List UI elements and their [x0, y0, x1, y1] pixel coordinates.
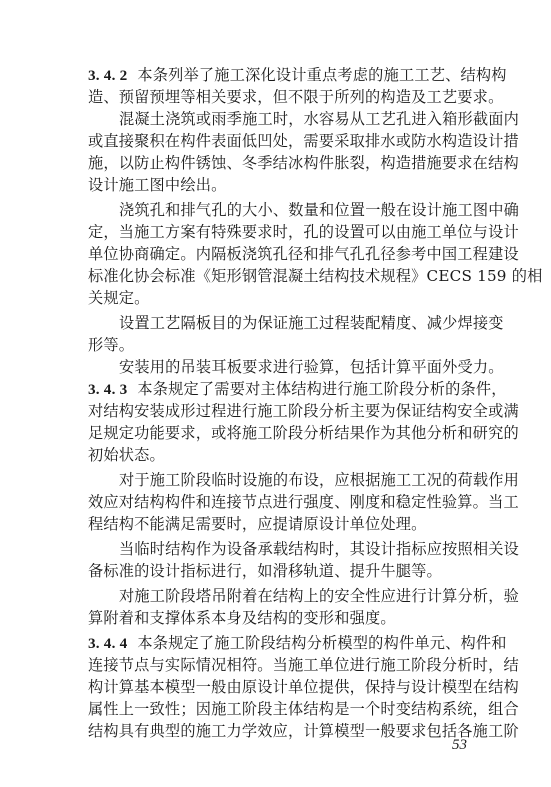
text-line: 初始状态。: [88, 446, 165, 464]
text-line: 单位协商确定。内隔板浇筑孔径和排气孔孔径参考中国工程建设: [88, 245, 519, 263]
text-line: 对于施工阶段临时设施的布设，应根据施工工况的荷载作用: [119, 471, 520, 489]
text-line: 足规定功能要求，或将施工阶段分析结果作为其他分析和研究的: [88, 424, 519, 442]
text-line: 3. 4. 4 本条规定了施工阶段结构分析模型的构件单元、构件和: [88, 634, 507, 652]
text-line: 连接节点与实际情况相符。当施工单位进行施工阶段分析时，结: [88, 656, 519, 674]
section-number: 3. 4. 2: [88, 67, 128, 84]
text-line: 关规定。: [88, 289, 150, 307]
section-number: 3. 4. 3: [88, 381, 128, 398]
text-line: 3. 4. 2 本条列举了施工深化设计重点考虑的施工工艺、结构构: [88, 66, 507, 84]
text-line: 3. 4. 3 本条规定了需要对主体结构进行施工阶段分析的条件，: [88, 380, 507, 398]
text-line: 属性上一致性；因施工阶段主体结构是一个时变结构系统，组合: [88, 700, 519, 718]
text-line: 对施工阶段塔吊附着在结构上的安全性应进行计算分析，验: [119, 587, 520, 605]
text-line: 或直接聚积在构件表面低凹处，需要采取排水或防水构造设计措: [88, 132, 519, 150]
text-line: 造、预留预埋等相关要求，但不限于所列的构造及工艺要求。: [88, 88, 504, 106]
text-line: 备标准的设计指标进行，如滑移轨道、提升牛腿等。: [88, 562, 442, 580]
text-line: 结构具有典型的施工力学效应，计算模型一般要求包括各施工阶: [88, 722, 519, 740]
text-line: 效应对结构构件和连接节点进行强度、刚度和稳定性验算。当工: [88, 493, 519, 511]
text-line: 浇筑孔和排气孔的大小、数量和位置一般在设计施工图中确: [119, 201, 520, 219]
text-line: 程结构不能满足需要时，应提请原设计单位处理。: [88, 515, 427, 533]
text-line: 施，以防止构件锈蚀、冬季结冰构件胀裂，构造措施要求在结构: [88, 154, 519, 172]
text-line: 当临时结构作为设备承载结构时，其设计指标应按照相关设: [119, 540, 520, 558]
text-line: 算附着和支撑体系本身及结构的变形和强度。: [88, 609, 396, 627]
text-line: 构计算基本模型一般由原设计单位提供，保持与设计模型在结构: [88, 678, 519, 696]
text-line: 设置工艺隔板目的为保证施工过程装配精度、减少焊接变: [119, 314, 504, 332]
text-line: 设计施工图中绘出。: [88, 176, 227, 194]
section-number: 3. 4. 4: [88, 635, 128, 652]
text-line: 对结构安装成形过程进行施工阶段分析主要为保证结构安全或满: [88, 402, 519, 420]
text-line: 形等。: [88, 336, 135, 354]
text-line: 定，当施工方案有特殊要求时，孔的设置可以由施工单位与设计: [88, 223, 519, 241]
text-line: 安装用的吊装耳板要求进行验算，包括计算平面外受力。: [119, 358, 504, 376]
page-number: 53: [452, 737, 467, 753]
text-line: 混凝土浇筑或雨季施工时，水容易从工艺孔进入箱形截面内: [119, 110, 520, 128]
text-line: 标准化协会标准《矩形钢管混凝土结构技术规程》CECS 159 的相: [88, 267, 543, 285]
